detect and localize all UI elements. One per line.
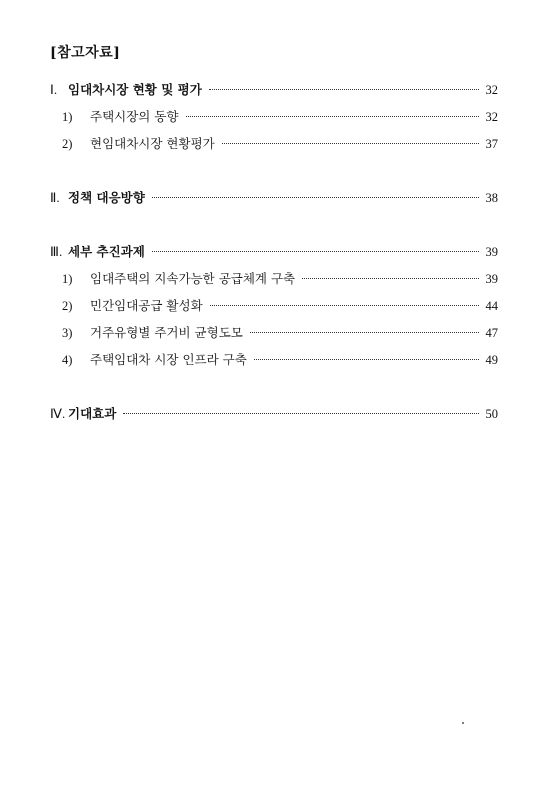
scan-speck [462,722,464,724]
dot-leader [209,89,479,90]
dot-leader [152,197,479,198]
toc-title: 세부 추진과제 [68,244,145,259]
toc-number: 1) [62,110,73,124]
dot-leader [186,116,480,117]
toc-title: 주택임대차 시장 인프라 구축 [90,352,247,367]
toc-number: 1) [62,272,73,286]
dot-leader [210,305,479,306]
toc-number: 4) [62,353,73,367]
toc-page-number: 39 [485,245,498,259]
toc-title: 주택시장의 동향 [90,109,179,124]
toc-number: 2) [62,299,73,313]
toc-page-number: 32 [485,110,498,124]
dot-leader [254,359,479,360]
toc-title: 임대주택의 지속가능한 공급체계 구축 [90,271,296,286]
toc-number: Ⅲ. [50,244,63,259]
toc-entry-section-3 [50,242,498,260]
toc-title: 현임대차시장 현황평가 [90,136,215,151]
toc-entry-sub-3-3 [62,323,498,341]
toc-entry-section-4 [50,404,498,422]
toc-page-number: 37 [485,137,498,151]
toc-page-number: 38 [485,191,498,205]
toc-title: 민간임대공급 활성화 [90,298,203,313]
toc-entry-sub-3-4 [62,350,498,368]
toc-page-number: 50 [485,407,498,421]
toc-page-number: 44 [485,299,498,313]
toc-title: 임대차시장 현황 및 평가 [68,82,202,97]
toc-entry-sub-1-1 [62,107,498,125]
toc-title: 기대효과 [68,406,117,421]
toc-page-number: 47 [485,326,498,340]
dot-leader [152,251,479,252]
toc-entry-sub-1-2 [62,134,498,152]
toc-number: Ⅱ. [50,190,60,205]
toc-page-number: 49 [485,353,498,367]
toc-page-number: 32 [485,83,498,97]
toc-number: 3) [62,326,73,340]
toc-number: Ⅰ. [50,82,58,97]
toc-number: Ⅳ. [50,406,66,421]
toc-title: 정책 대응방향 [68,190,145,205]
toc-entry-sub-3-1 [62,269,498,287]
toc-page-number: 39 [485,272,498,286]
dot-leader [222,143,479,144]
reference-heading: [참고자료] [50,45,121,61]
dot-leader [123,413,479,414]
toc-entry-sub-3-2 [62,296,498,314]
dot-leader [302,278,479,279]
toc-entry-section-1 [50,80,498,98]
toc-title: 거주유형별 주거비 균형도모 [90,325,243,340]
dot-leader [250,332,479,333]
toc-entry-section-2 [50,188,498,206]
toc-number: 2) [62,137,73,151]
